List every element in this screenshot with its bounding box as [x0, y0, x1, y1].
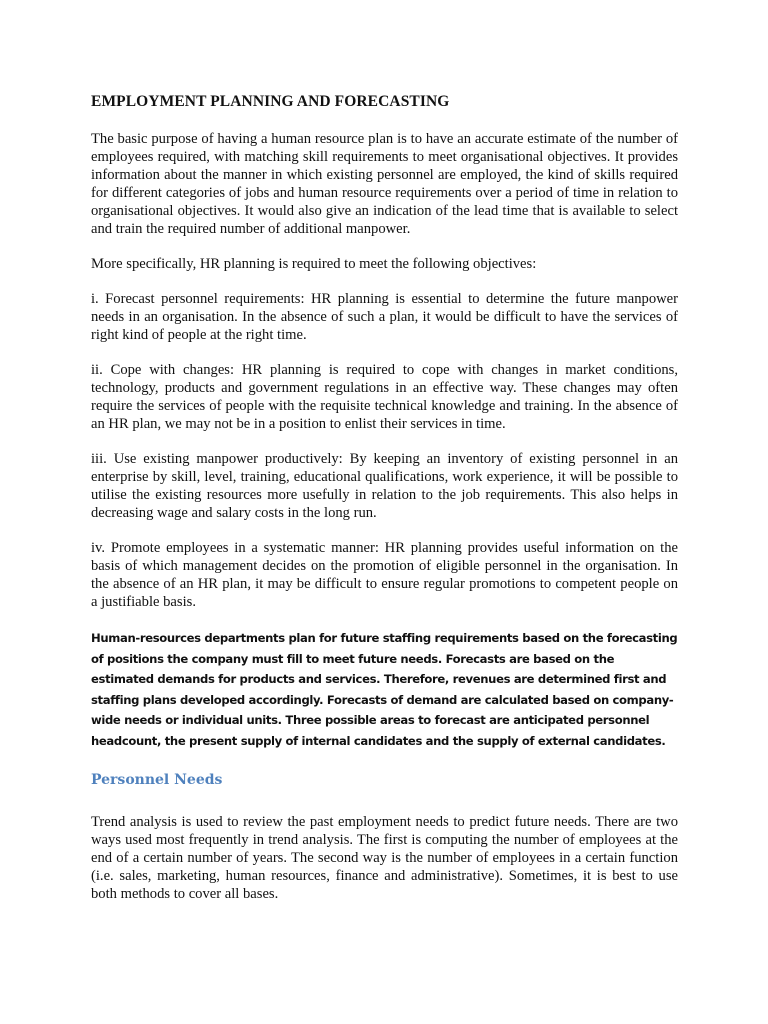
objective-forecast-paragraph: i. Forecast personnel requirements: HR planning is essential to determine the future manpower needs in an organisation. In the absence of such a plan, it would be difficult to have the services of right kind of people at the right time.	[91, 291, 678, 343]
staffing-note-paragraph: Human-resources departments plan for future staffing requirements based on the forecasting of positions the company must fill to meet future needs. Forecasts are based on the estimated demands for products and services. Therefore, revenues are determined first and staffing plans developed accordingly. Forecasts of demand are calculated based on company-wide needs or individual units. Three possible areas to forecast are anticipated personnel headcount, the present supply of internal candidates and the supply of external candidates.	[91, 631, 678, 748]
objectives-lead-paragraph: More specifically, HR planning is required to meet the following objectives:	[91, 256, 537, 272]
section-heading-personnel-needs: Personnel Needs	[91, 772, 223, 788]
objective-promote-paragraph: iv. Promote employees in a systematic manner: HR planning provides useful information on the basis of which management decides on the promotion of eligible personnel in the organisation. In the absence of an HR plan, it may be difficult to ensure regular promotions to competent people on a justifiable basis.	[91, 540, 678, 610]
objective-manpower-paragraph: iii. Use existing manpower productively: By keeping an inventory of existing personnel in an enterprise by skill, level, training, educational qualifications, work experience, it will be possible to utilise the existing resources more usefully in relation to the job requirements. This also helps in decreasing wage and salary costs in the long run.	[91, 451, 678, 521]
objective-cope-paragraph: ii. Cope with changes: HR planning is required to cope with changes in market conditions, technology, products and government regulations in an effective way. These changes may often require the services of people with the requisite technical knowledge and training. In the absence of an HR plan, we may not be in a position to enlist their services in time.	[91, 362, 678, 432]
intro-paragraph: The basic purpose of having a human resource plan is to have an accurate estimate of the number of employees required, with matching skill requirements to meet organisational objectives. It provides information about the manner in which existing personnel are employed, the kind of skills required for different categories of jobs and human resource requirements over a period of time in relation to organisational objectives. It would also give an indication of the lead time that is available to select and train the required number of additional manpower.	[91, 131, 678, 237]
document-title: EMPLOYMENT PLANNING AND FORECASTING	[91, 93, 450, 110]
trend-analysis-paragraph: Trend analysis is used to review the past employment needs to predict future needs. There are two ways used most frequently in trend analysis. The first is computing the number of employees at the end of a certain number of years. The second way is the number of employees in a certain function (i.e. sales, marketing, human resources, finance and administrative). Sometimes, it is best to use both methods to cover all bases.	[91, 814, 678, 902]
